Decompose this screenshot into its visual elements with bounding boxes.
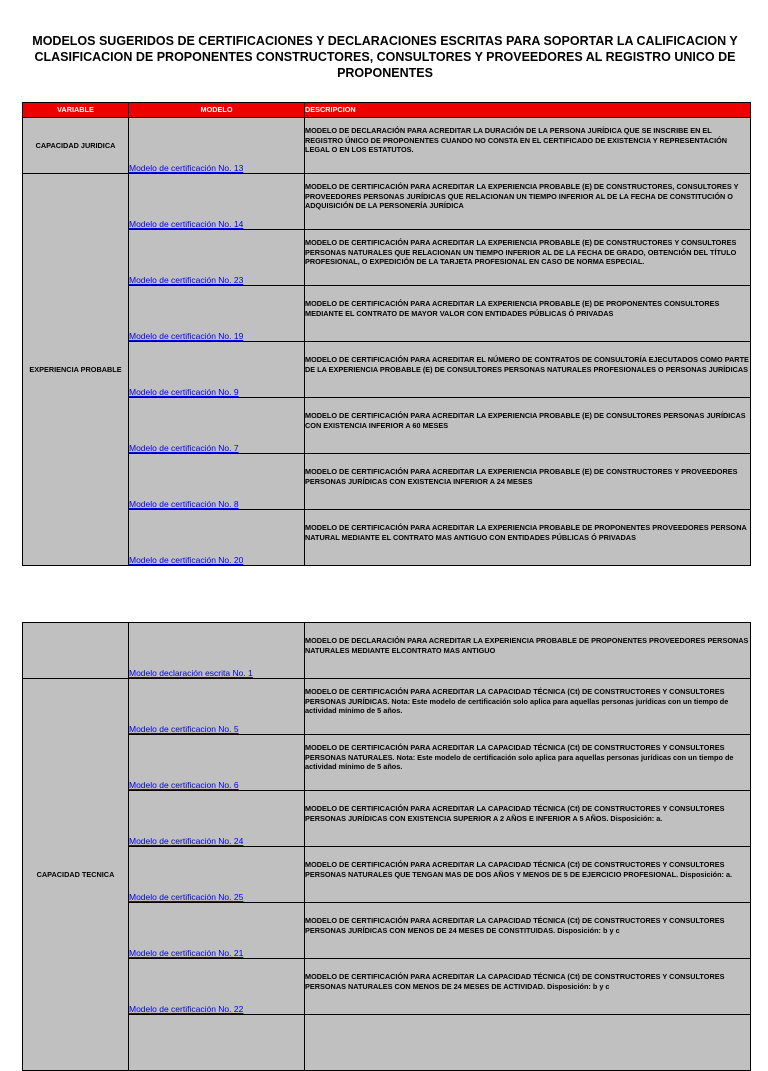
description-text: MODELO DE CERTIFICACIÓN PARA ACREDITAR LA EXPERIENCIA PROBABLE (E) DE CONSTRUCTORES Y PROVEEDORES PERSONAS JURÍDICAS CON EXISTENCIA INFERIOR A 24 MESES	[305, 467, 738, 486]
model-link[interactable]: Modelo de certificación No. 8	[129, 498, 239, 509]
table-row	[23, 174, 751, 230]
table-row	[23, 791, 751, 847]
model-link[interactable]: Modelo de certificación No. 13	[129, 162, 244, 173]
table-row	[23, 735, 751, 791]
model-link[interactable]: Modelo de certificación No. 24	[129, 835, 244, 846]
description-cell	[305, 398, 751, 454]
model-cell	[129, 623, 305, 679]
description-text: MODELO DE CERTIFICACIÓN PARA ACREDITAR EL NÚMERO DE CONTRATOS DE CONSULTORÍA EJECUTADOS COMO PARTE DE LA EXPERIENCIA PROBABLE (E) DE CONSULTORES PERSONAS NATURALES PROFESIONALES O PERSONAS JURÍDICAS	[305, 355, 749, 374]
description-text: MODELO DE DECLARACIÓN PARA ACREDITAR LA EXPERIENCIA PROBABLE DE PROPONENTES PROVEEDORES PERSONAS NATURALES MEDIANTE ELCONTRATO MAS ANTIGUO	[305, 636, 749, 655]
model-cell	[129, 398, 305, 454]
description-cell	[305, 174, 751, 230]
model-link[interactable]: Modelo de certificación No. 23	[129, 274, 244, 285]
description-text: MODELO DE CERTIFICACIÓN PARA ACREDITAR LA CAPACIDAD TÉCNICA (Ct) DE CONSTRUCTORES Y CONSULTORES PERSONAS NATURALES QUE TENGAN MAS DE DOS AÑOS Y MENOS DE 5 DE EJERCICIO PROFESIONAL. Disposición: a.	[305, 860, 733, 879]
table-row	[23, 342, 751, 398]
table-row	[23, 454, 751, 510]
table-row	[23, 679, 751, 735]
model-link[interactable]: Modelo declaración escrita No. 1	[129, 667, 253, 678]
model-cell	[129, 118, 305, 174]
model-link[interactable]: Modelo de certificación No. 21	[129, 947, 244, 958]
model-cell	[129, 510, 305, 566]
description-cell	[305, 454, 751, 510]
model-link[interactable]: Modelo de certificacion No. 6	[129, 779, 239, 790]
header-modelo: MODELO	[129, 103, 305, 118]
description-text: MODELO DE CERTIFICACIÓN PARA ACREDITAR LA CAPACIDAD TÉCNICA (Ct) DE CONSTRUCTORES Y CONSULTORES PERSONAS JURÍDICAS. Nota: Este modelo de certificación solo aplica para aquellas personas jurídicas con un tiempo de actividad mínimo de 5 años.	[305, 687, 729, 716]
description-text: MODELO DE CERTIFICACIÓN PARA ACREDITAR LA EXPERIENCIA PROBABLE (E) DE PROPONENTES CONSULTORES MEDIANTE EL CONTRATO DE MAYOR VALOR CON ENTIDADES PÚBLICAS Ó PRIVADAS	[305, 299, 720, 318]
description-text: MODELO DE CERTIFICACIÓN PARA ACREDITAR LA CAPACIDAD TÉCNICA (Ct) DE CONSTRUCTORES Y CONSULTORES PERSONAS JURÍDICAS CON MENOS DE 24 MESES DE CONSTITUIDAS. Disposición: b y c	[305, 916, 725, 935]
model-link[interactable]: Modelo de certificación No. 22	[129, 1003, 244, 1014]
table-row	[23, 230, 751, 286]
description-text: MODELO DE CERTIFICACIÓN PARA ACREDITAR LA EXPERIENCIA PROBABLE (E) DE CONSTRUCTORES, CONSULTORES Y PROVEEDORES PERSONAS JURÍDICAS QUE RELACIONAN UN TIEMPO INFERIOR AL DE LA FECHA DE CONSTITUCIÓN O ADQUISICIÓN DE LA PERSONERÍA JURÍDICA	[305, 182, 739, 211]
model-link[interactable]: Modelo de certificación No. 19	[129, 330, 244, 341]
description-cell	[305, 510, 751, 566]
model-link[interactable]: Modelo de certificación No. 14	[129, 218, 244, 229]
models-table-2	[22, 622, 751, 1071]
model-cell	[129, 959, 305, 1015]
model-link[interactable]: Modelo de certificación No. 7	[129, 442, 239, 453]
model-cell	[129, 679, 305, 735]
model-link[interactable]: Modelo de certificación No. 20	[129, 554, 244, 565]
description-cell	[305, 847, 751, 903]
page-title: MODELOS SUGERIDOS DE CERTIFICACIONES Y DECLARACIONES ESCRITAS PARA SOPORTAR LA CALIFICACION Y CLASIFICACION DE PROPONENTES CONSTRUCTORES, CONSULTORES Y PROVEEDORES AL REGISTRO UNICO DE PROPONENTES	[32, 34, 738, 80]
description-cell	[305, 735, 751, 791]
model-link[interactable]: Modelo de certificación No. 9	[129, 386, 239, 397]
description-text: MODELO DE CERTIFICACIÓN PARA ACREDITAR LA EXPERIENCIA PROBABLE DE PROPONENTES PROVEEDORES PERSONA NATURAL MEDIANTE EL CONTRATO MAS ANTIGUO CON ENTIDADES PÚBLICAS Ó PRIVADAS	[305, 523, 747, 542]
variable-cell: CAPACIDAD JURIDICA	[23, 118, 129, 174]
description-cell	[305, 679, 751, 735]
description-text: MODELO DE CERTIFICACIÓN PARA ACREDITAR LA CAPACIDAD TÉCNICA (Ct) DE CONSTRUCTORES Y CONSULTORES PERSONAS NATURALES CON MENOS DE 24 MESES DE ACTIVIDAD. Disposición: b y c	[305, 972, 725, 991]
header-variable: VARIABLE	[23, 103, 129, 118]
table-row	[23, 1015, 751, 1071]
description-cell	[305, 118, 751, 174]
model-cell	[129, 903, 305, 959]
table-row	[23, 398, 751, 454]
header-descripcion: DESCRIPCION	[305, 103, 751, 118]
description-text: MODELO DE DECLARACIÓN PARA ACREDITAR LA DURACIÓN DE LA PERSONA JURÍDICA QUE SE INSCRIBE EN EL REGISTRO ÚNICO DE PROPONENTES CUANDO NO CONSTA EN EL CERTIFICADO DE EXISTENCIA Y REPRESENTACIÓN LEGAL O EN LOS ESTATUTOS.	[305, 126, 728, 155]
table-row	[23, 903, 751, 959]
model-cell	[129, 174, 305, 230]
model-cell	[129, 1015, 305, 1071]
description-text: MODELO DE CERTIFICACIÓN PARA ACREDITAR LA CAPACIDAD TÉCNICA (Ct) DE CONSTRUCTORES Y CONSULTORES PERSONAS JURÍDICAS CON EXISTENCIA SUPERIOR A 2 AÑOS E INFERIOR A 5 AÑOS. Disposición: a.	[305, 804, 725, 823]
table-row	[23, 623, 751, 679]
variable-cell: EXPERIENCIA PROBABLE	[23, 174, 129, 566]
description-cell	[305, 623, 751, 679]
description-text: MODELO DE CERTIFICACIÓN PARA ACREDITAR LA EXPERIENCIA PROBABLE (E) DE CONSTRUCTORES Y CONSULTORES PERSONAS NATURALES QUE RELACIONAN UN TIEMPO INFERIOR AL DE LA FECHA DE GRADO, OBTENCIÓN DEL TÍTULO PROFESIONAL, O EXPEDICIÓN DE LA TARJETA PROFESIONAL EN CASO DE NORMA ESPECIAL.	[305, 238, 737, 267]
model-cell	[129, 286, 305, 342]
model-cell	[129, 342, 305, 398]
description-cell	[305, 1015, 751, 1071]
model-cell	[129, 847, 305, 903]
description-cell	[305, 230, 751, 286]
description-cell	[305, 903, 751, 959]
model-cell	[129, 735, 305, 791]
description-text: MODELO DE CERTIFICACIÓN PARA ACREDITAR LA CAPACIDAD TÉCNICA (Ct) DE CONSTRUCTORES Y CONSULTORES PERSONAS NATURALES. Nota: Este modelo de certificación solo aplica para aquellas personas jurídicas con un tiempo de actividad mínimo de 5 años.	[305, 743, 734, 772]
table-row	[23, 286, 751, 342]
variable-cell	[23, 623, 129, 679]
table-row	[23, 959, 751, 1015]
model-link[interactable]: Modelo de certificación No. 25	[129, 891, 244, 902]
description-cell	[305, 286, 751, 342]
header-row	[23, 103, 751, 118]
variable-cell: CAPACIDAD TECNICA	[23, 679, 129, 1071]
models-table-1	[22, 102, 751, 566]
model-cell	[129, 791, 305, 847]
description-cell	[305, 959, 751, 1015]
description-cell	[305, 342, 751, 398]
model-cell	[129, 230, 305, 286]
table-row	[23, 510, 751, 566]
table-row	[23, 847, 751, 903]
model-cell	[129, 454, 305, 510]
description-cell	[305, 791, 751, 847]
table-row	[23, 118, 751, 174]
model-link[interactable]: Modelo de certificacion No. 5	[129, 723, 239, 734]
description-text: MODELO DE CERTIFICACIÓN PARA ACREDITAR LA EXPERIENCIA PROBABLE (E) DE CONSULTORES PERSONAS JURÍDICAS CON EXISTENCIA INFERIOR A 60 MESES	[305, 411, 746, 430]
